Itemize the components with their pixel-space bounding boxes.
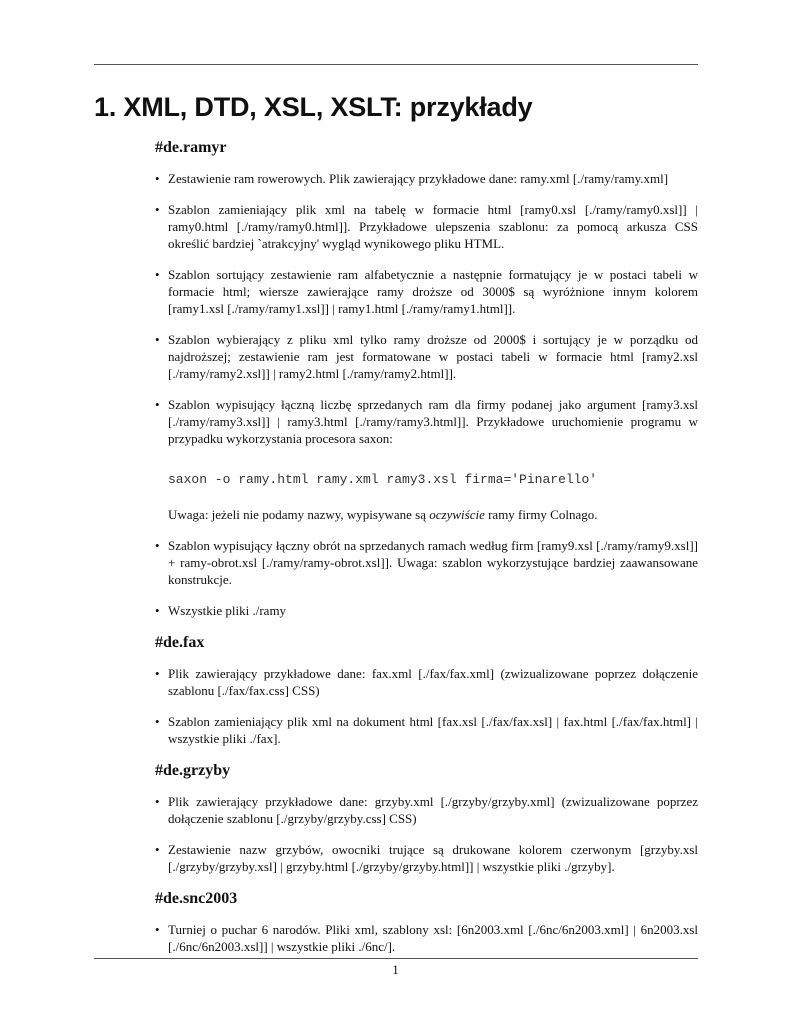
bullet-icon: • <box>155 267 160 282</box>
list-item: • Plik zawierający przykładowe dane: grzyby.xml [./grzyby/grzyby.xml] (zwizualizowane poprzez dołączenie szablonu [./grzyby/grzyby.css] CSS) <box>155 794 698 826</box>
bullet-icon: • <box>155 842 160 857</box>
bullet-icon: • <box>155 332 160 347</box>
list-item: • Szablon wypisujący łączny obrót na sprzedanych ramach według firm [ramy9.xsl [./ramy/ramy9.xsl]] + ramy-obrot.xsl [./ramy/ramy-obrot.xsl]]. Uwaga: szablon wykorzystujące bardziej zaawansowane konstrukcje. <box>155 538 698 587</box>
section-heading: #de.grzyby <box>155 762 231 779</box>
list-item: • Szablon zamieniający plik xml na dokument html [fax.xsl [./fax/fax.xsl] | fax.html [./fax/fax.html] | wszystkie pliki ./fax]. <box>155 714 698 746</box>
bullet-list <box>155 921 698 955</box>
section-grzyby <box>155 761 698 875</box>
document-body <box>94 89 698 955</box>
list-item: • Szablon zamieniający plik xml na tabelę w formacie html [ramy0.xsl [./ramy/ramy0.xsl]] | ramy0.html [./ramy/ramy0.html]]. Przykładowe ulepszenia szablonu: za pomocą arkusza CSS określić bardziej `atrakcyjny' wygląd wynikowego pliku HTML. <box>155 202 698 251</box>
bullet-icon: • <box>155 794 160 809</box>
bullet-icon: • <box>155 714 160 729</box>
list-item: • Zestawienie ram rowerowych. Plik zawierający przykładowe dane: ramy.xml [./ramy/ramy.xml] <box>155 171 669 186</box>
section-heading: #de.ramyr <box>155 139 227 156</box>
code-example: saxon -o ramy.html ramy.xml ramy3.xsl firma='Pinarello' <box>168 472 598 487</box>
list-item: • Plik zawierający przykładowe dane: fax.xml [./fax/fax.xml] (zwizualizowane poprzez dołączenie szablonu [./fax/fax.css] CSS) <box>155 666 698 698</box>
bottom-rule <box>94 958 698 959</box>
note-text: Uwaga: jeżeli nie podamy nazwy, wypisywane są oczywiście ramy firmy Colnago. <box>168 507 598 522</box>
section-ramyr <box>155 138 698 619</box>
bullet-icon: • <box>155 538 160 553</box>
list-item: • Turniej o puchar 6 narodów. Pliki xml, szablony xsl: [6n2003.xml [./6nc/6n2003.xml] | 6n2003.xsl [./6nc/6n2003.xsl]] | wszystkie pliki ./6nc/]. <box>155 922 698 954</box>
bullet-icon: • <box>155 666 160 681</box>
page-title: 1. XML, DTD, XSL, XSLT: przykłady <box>94 92 533 122</box>
page-number: 1 <box>392 962 399 977</box>
bullet-icon: • <box>155 171 160 186</box>
bullet-list <box>155 665 698 747</box>
bullet-icon: • <box>155 922 160 937</box>
bullet-icon: • <box>155 397 160 412</box>
bullet-icon: • <box>155 202 160 217</box>
section-snc2003 <box>155 889 698 955</box>
bullet-list <box>155 793 698 875</box>
list-item: • Wszystkie pliki ./ramy <box>155 603 287 618</box>
bullet-list <box>155 170 698 619</box>
section-heading: #de.fax <box>155 634 205 651</box>
list-item: • Szablon wypisujący łączną liczbę sprzedanych ram dla firmy podanej jako argument [ramy3.xsl [./ramy/ramy3.xsl]] | ramy3.html [./ramy/ramy3.html]]. Przykładowe uruchomienie programu w przypadku wykorzystania procesora saxon: saxon -o ramy.html ramy.xml ramy3.xsl firma='Pinarello' Uwaga: jeżeli nie podamy nazwy, wypisywane są oczywiście ramy firmy Colnago. <box>155 397 698 522</box>
bullet-icon: • <box>155 603 160 618</box>
list-item: • Szablon sortujący zestawienie ram alfabetycznie a następnie formatujący je w postaci tabeli w formacie html; wiersze zawierające ramy droższe od 3000$ są wyróżnione innym kolorem [ramy1.xsl [./ramy/ramy1.xsl]] | ramy1.html [./ramy/ramy1.html]]. <box>155 267 698 316</box>
section-fax <box>155 633 698 747</box>
list-item: • Zestawienie nazw grzybów, owocniki trujące są drukowane kolorem czerwonym [grzyby.xsl [./grzyby/grzyby.xsl] | grzyby.html [./grzyby/grzyby.html]] | wszystkie pliki ./grzyby]. <box>155 842 698 874</box>
list-item: • Szablon wybierający z pliku xml tylko ramy droższe od 2000$ i sortujący je w porządku od najdroższej; zestawienie ram jest formatowane w postaci tabeli w formacie html [ramy2.xsl [./ramy/ramy2.xsl]] | ramy2.html [./ramy/ramy2.html]]. <box>155 332 698 381</box>
section-heading: #de.snc2003 <box>155 890 238 907</box>
top-rule <box>94 64 698 65</box>
